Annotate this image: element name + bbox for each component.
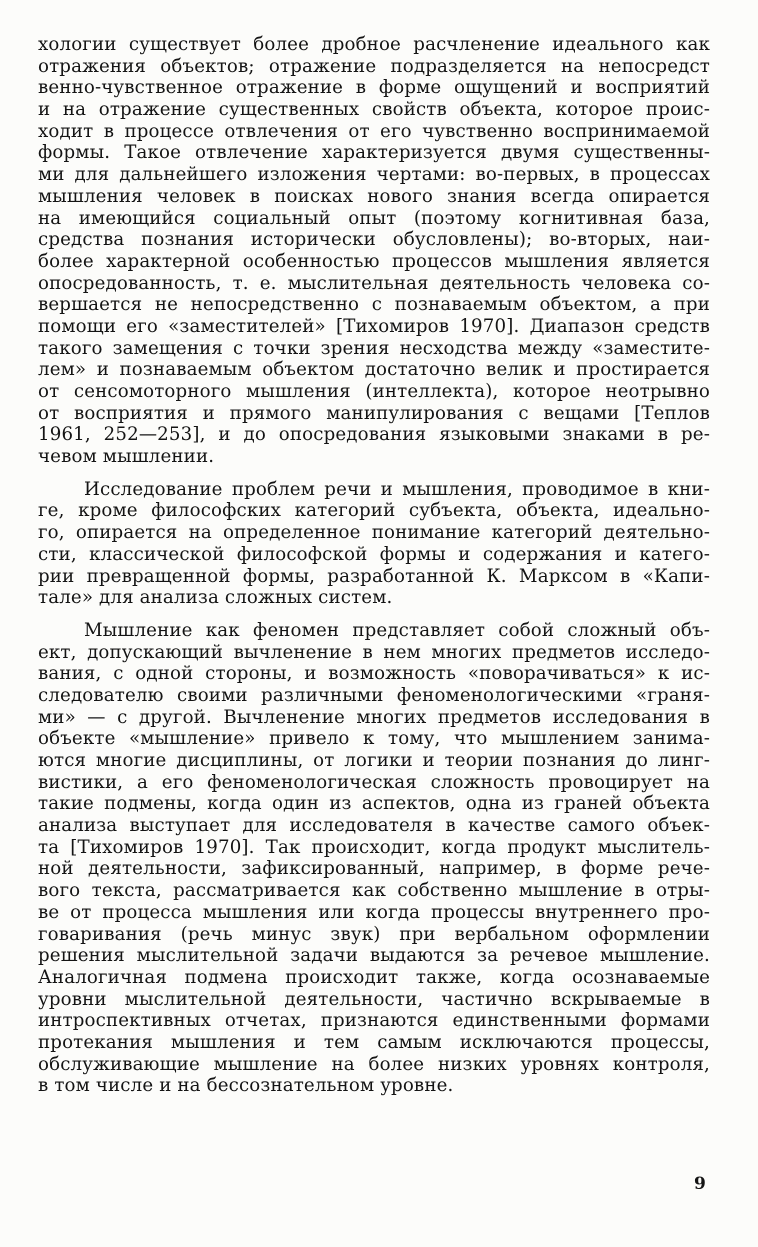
text-line: вания, с одной стороны, и возможность «поворачиваться» к ис- (38, 663, 710, 685)
text-line: такие подмены, когда один из аспектов, одна из граней объекта (38, 793, 710, 815)
text-line: говаривания (речь минус звук) при вербальном оформлении (38, 923, 710, 945)
text-line: лем» и познаваемым объектом достаточно велик и простирается (38, 359, 710, 381)
text-line: чевом мышлении. (38, 446, 215, 468)
text-line: сти, классической философской формы и содержания и катего- (38, 543, 710, 565)
text-line: ми» — с другой. Вычленение многих предметов исследования в (38, 706, 710, 728)
text-line: решения мыслительной задачи выдаются за речевое мышление. (38, 945, 710, 967)
text-line: Мышление как феномен представляет собой сложный объ- (84, 619, 710, 641)
text-line: от сенсомоторного мышления (интеллекта), которое неотрывно (38, 381, 710, 402)
body-text (38, 34, 710, 1097)
text-line: анализа выступает для исследователя в качестве самого объек- (38, 815, 710, 837)
text-line: го, опирается на определенное понимание категорий деятельно- (38, 522, 710, 544)
text-line: средства познания исторически обусловлены); во-вторых, наи- (38, 229, 710, 251)
text-line: та [Тихомиров 1970]. Так происходит, когда продукт мыслитель- (38, 836, 710, 858)
text-line: мышления человек в поисках нового знания всегда опирается (38, 185, 710, 207)
text-line: вершается не непосредственно с познаваемым объектом, а при (38, 294, 710, 316)
text-line: формы. Такое отвлечение характеризуется двумя существенны- (38, 142, 710, 164)
text-line: обслуживающие мышление на более низких уровнях контроля, (38, 1053, 710, 1075)
text-line: отражения объектов; отражение подразделяется на непосредст (38, 55, 710, 77)
text-line: на имеющийся социальный опыт (поэтому когнитивная база, (38, 207, 710, 229)
text-line: и на отражение существенных свойств объекта, которое проис- (38, 99, 710, 121)
text-line: интроспективных отчетах, признаются единственными формами (38, 1010, 710, 1032)
text-line: ве от процесса мышления или когда процессы внутреннего про- (38, 901, 710, 923)
text-line: вистики, а его феноменологическая сложность провоцирует на (38, 771, 710, 793)
text-line: рии превращенной формы, разработанной К. Марксом в «Капи- (38, 565, 710, 587)
text-line: хологии существует более дробное расчленение идеального как (38, 34, 710, 55)
text-line: от восприятия и прямого манипулирования с вещами [Теплов (38, 402, 710, 424)
text-line: венно-чувственное отражение в форме ощущений и восприятий (38, 77, 710, 99)
text-line: объекте «мышление» привело к тому, что мышлением занима- (38, 728, 710, 750)
text-line: Аналогичная подмена происходит также, когда осознаваемые (38, 966, 710, 988)
text-line: 1961, 252—253], и до опосредования языковыми знаками в ре- (38, 424, 710, 446)
text-line: тале» для анализа сложных систем. (38, 587, 393, 609)
text-line: такого замещения с точки зрения несходства между «заместите- (38, 337, 710, 359)
page-number: 9 (694, 1174, 706, 1194)
text-line: уровни мыслительной деятельности, частично вскрываемые в (38, 988, 710, 1010)
text-line: ге, кроме философских категорий субъекта, объекта, идеально- (38, 500, 710, 522)
text-line: ми для дальнейшего изложения чертами: во-первых, в процессах (38, 164, 710, 186)
text-line: вого текста, рассматривается как собственно мышление в отры- (38, 880, 710, 902)
text-line: Исследование проблем речи и мышления, проводимое в кни- (84, 478, 710, 500)
text-line: в том числе и на бессознательном уровне. (38, 1075, 454, 1097)
text-line: ются многие дисциплины, от логики и теории познания до линг- (38, 750, 710, 771)
text-line: помощи его «заместителей» [Тихомиров 1970]. Диапазон средств (38, 315, 710, 337)
paragraph-gap (38, 468, 710, 479)
text-line: следователю своими различными феноменологическими «граня- (38, 684, 710, 706)
text-line: ной деятельности, зафиксированный, например, в форме рече- (38, 858, 710, 880)
text-line: опосредованность, т. е. мыслительная деятельность человека со- (38, 272, 710, 294)
paragraph-gap (38, 609, 710, 620)
text-line: ект, допускающий вычленение в нем многих предметов исследо- (38, 641, 710, 663)
text-line: протекания мышления и тем самым исключаются процессы, (38, 1031, 710, 1053)
text-line: более характерной особенностью процессов мышления является (38, 250, 710, 272)
text-line: ходит в процессе отвлечения от его чувственно воспринимаемой (38, 120, 710, 142)
